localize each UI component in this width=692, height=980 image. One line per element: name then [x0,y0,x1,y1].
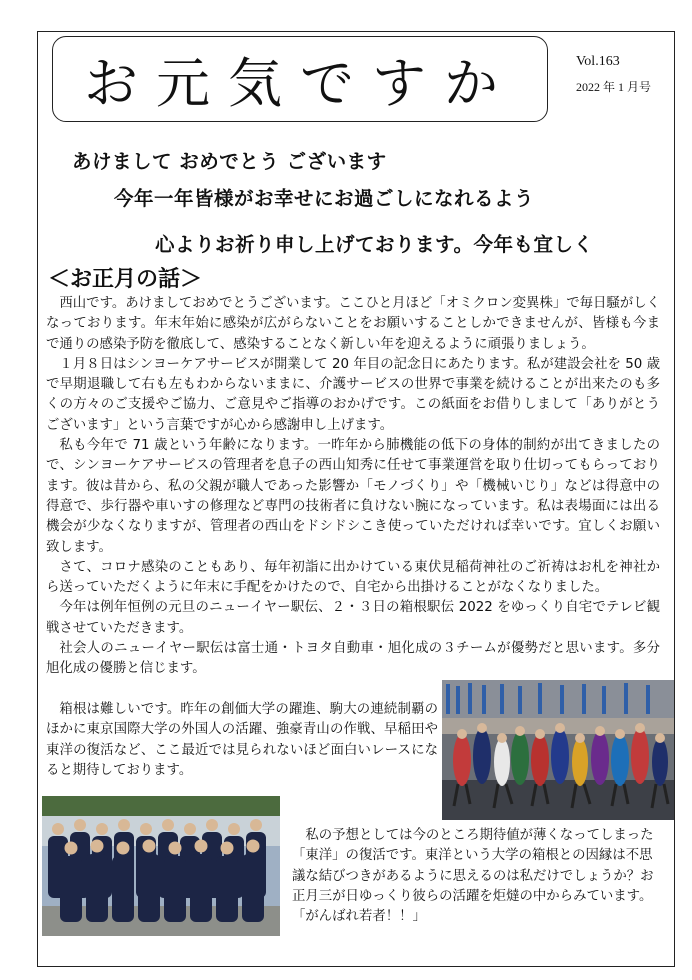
issue-date: 2022 年 1 月号 [576,80,652,94]
paragraph-1: 西山です。あけましておめでとうございます。ここひと月ほど「オミクロン変異株」で毎日騒がしくなっております。年末年始に感染が広がらないことをお願いすることしかできませんが、皆様も今まで通りの感染予防を徹底して、感染することなく新しい年を迎えるように頑張りましょう。 [46,296,660,352]
paragraph-3: 私も今年で 71 歳という年齢になります。一昨年から肺機能の低下の身体的制約が出てきましたので、シンヨーケアサービスの管理者を息子の西山知秀に任せて事業運営を取り仕切ってもらっております。彼は昔から、私の父親が職人であった影響か「モノづくり」や「機械いじり」などは得意中の得意で、歩行器や車いすの修理など専門の技術者に負けない腕になっています。私は表場面には出る機会が少なくなりますが、管理者の西山をドシドシこき使っていただければ幸いです。宜しくお願い致します。 [46,438,660,555]
paragraph-6: 社会人のニューイヤー駅伝は富士通・トヨタ自動車・旭化成の３チームが優勢だと思います。多分旭化成の優勝と信じます。 [46,641,660,677]
greeting-line-1: あけまして おめでとう ございます [72,150,387,173]
team-group-photo [42,796,280,936]
paragraph-8: 私の予想としては今のところ期待値が薄くなってしまった「東洋」の復活です。東洋という大学の箱根との因縁は不思議な結びつきがあるように思えるのは私だけでしょうか？お正月三が日ゆっくり彼らの活躍を炬燵の中からみています。 「がんばれ若者！！」 [292,828,654,925]
article-body-narrow [46,700,438,781]
volume-number: Vol.163 [576,54,620,69]
article-body-full-width [46,294,660,680]
title-box [52,36,548,122]
paragraph-5: 今年は例年恒例の元旦のニューイヤー駅伝、２・３日の箱根駅伝 2022 をゆっくり自宅でテレビ観戦させていただきます。 [46,600,660,636]
paragraph-4: さて、コロナ感染のこともあり、毎年初詣に出かけている東伏見稲荷神社のご祈祷はお札を神社から送っていただくように年末に手配をかけたので、自宅から出掛けることがなくなりました。 [46,559,660,596]
newsletter-title: お元気ですか [84,51,516,115]
paragraph-7: 箱根は難しいです。昨年の創価大学の躍進、駒大の連続制覇のほかに東京国際大学の外国人の活躍、強豪青山の作戦、早稲田や東洋の復活など、ここ最近では見られないほど面白いレースになると期待しております。 [46,702,438,778]
paragraph-2: １月８日はシンヨーケアサービスが開業して 20 年目の記念日にあたります。私が建設会社を 50 歳で早期退職して右も左もわからないままに、介護サービスの世界で事業を続けることが出来たのも多くの方々のご支援やご協力、ご意見やご指導のおかげです。この紙面をお借りしまして「ありがとうございます」という言葉ですが心から感謝申し上げます。 [46,356,660,433]
greeting-line-3: 心よりお祈り申し上げております。今年も宜しく [155,233,594,256]
marathon-runners-photo [442,680,674,820]
section-heading: ＜お正月の話＞ [48,267,203,292]
closing-paragraph [292,826,664,927]
greeting-line-2: 今年一年皆様がお幸せにお過ごしになれるよう [114,187,535,210]
